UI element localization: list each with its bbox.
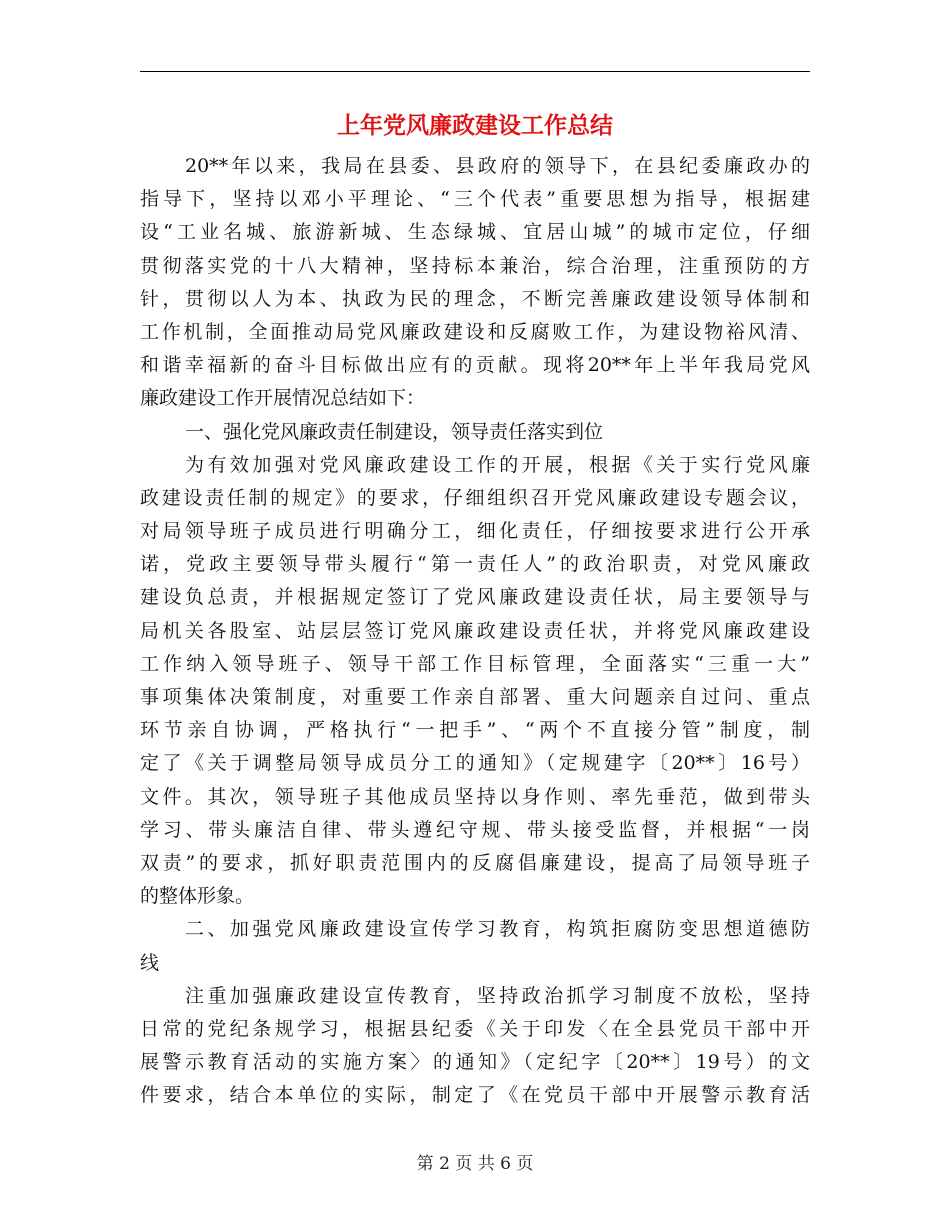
text-line: 工作纳入领导班子、领导干部工作目标管理，全面落实“三重一大” <box>140 652 810 675</box>
text-line: 展警示教育活动的实施方案〉的通知》（定纪字〔20**〕19号）的文 <box>140 1051 810 1074</box>
text-line: 为有效加强对党风廉政建设工作的开展，根据《关于实行党风廉 <box>185 453 810 476</box>
text-line: 政建设责任制的规定》的要求，仔细组织召开党风廉政建设专题会议， <box>140 486 810 509</box>
page-number: 第 2 页 共 6 页 <box>416 1154 534 1174</box>
text-line: 对局领导班子成员进行明确分工，细化责任，仔细按要求进行公开承 <box>140 520 810 543</box>
text-line: 针，贯彻以人为本、执政为民的理念，不断完善廉政建设领导体制和 <box>140 287 810 310</box>
text-line: 日常的党纪条规学习，根据县纪委《关于印发〈在全县党员干部中开 <box>140 1017 810 1040</box>
text-line: 局机关各股室、站层层签订党风廉政建设责任状，并将党风廉政建设 <box>140 619 810 642</box>
text-line: 学习、带头廉洁自律、带头遵纪守规、带头接受监督，并根据“一岗 <box>140 818 810 841</box>
text-line: 件要求，结合本单位的实际，制定了《在党员干部中开展警示教育活 <box>140 1084 810 1107</box>
text-line: 线 <box>140 951 160 974</box>
text-line: 双责”的要求，抓好职责范围内的反腐倡廉建设，提高了局领导班子 <box>140 851 810 874</box>
text-line: 建设负总责，并根据规定签订了党风廉政建设责任状，局主要领导与 <box>140 586 810 609</box>
text-line: 事项集体决策制度，对重要工作亲自部署、重大问题亲自过问、重点 <box>140 686 810 708</box>
text-line: 贯彻落实党的十八大精神，坚持标本兼治，综合治理，注重预防的方 <box>140 254 810 277</box>
text-line: 诺，党政主要领导带头履行“第一责任人”的政治职责，对党风廉政 <box>140 553 810 576</box>
text-line: 廉政建设工作开展情况总结如下： <box>140 387 426 410</box>
text-line: 和谐幸福新的奋斗目标做出应有的贡献。现将20**年上半年我局党风 <box>140 354 810 377</box>
text-line: 注重加强廉政建设宣传教育，坚持政治抓学习制度不放松，坚持 <box>185 984 810 1007</box>
document-title: 上年党风廉政建设工作总结 <box>337 112 613 139</box>
document-body <box>140 150 810 1112</box>
text-line: 设“工业名城、旅游新城、生态绿城、宜居山城”的城市定位，仔细 <box>140 221 810 244</box>
text-line: 20**年以来，我局在县委、县政府的领导下，在县纪委廉政办的 <box>185 155 810 177</box>
text-line: 环节亲自协调，严格执行“一把手”、“两个不直接分管”制度，制 <box>140 719 810 742</box>
text-line: 指导下，坚持以邓小平理论、“三个代表”重要思想为指导，根据建 <box>140 188 810 211</box>
text-line: 一、强化党风廉政责任制建设，领导责任落实到位 <box>185 420 604 443</box>
text-line: 二、加强党风廉政建设宣传学习教育，构筑拒腐防变思想道德防 <box>185 918 810 941</box>
text-line: 定了《关于调整局领导成员分工的通知》（定规建字〔20**〕16号） <box>140 752 810 775</box>
header-rule <box>140 71 810 72</box>
text-line: 的整体形象。 <box>140 885 255 908</box>
text-line: 工作机制，全面推动局党风廉政建设和反腐败工作，为建设物裕风清、 <box>140 320 810 343</box>
text-line: 文件。其次，领导班子其他成员坚持以身作则、率先垂范，做到带头 <box>140 785 810 808</box>
